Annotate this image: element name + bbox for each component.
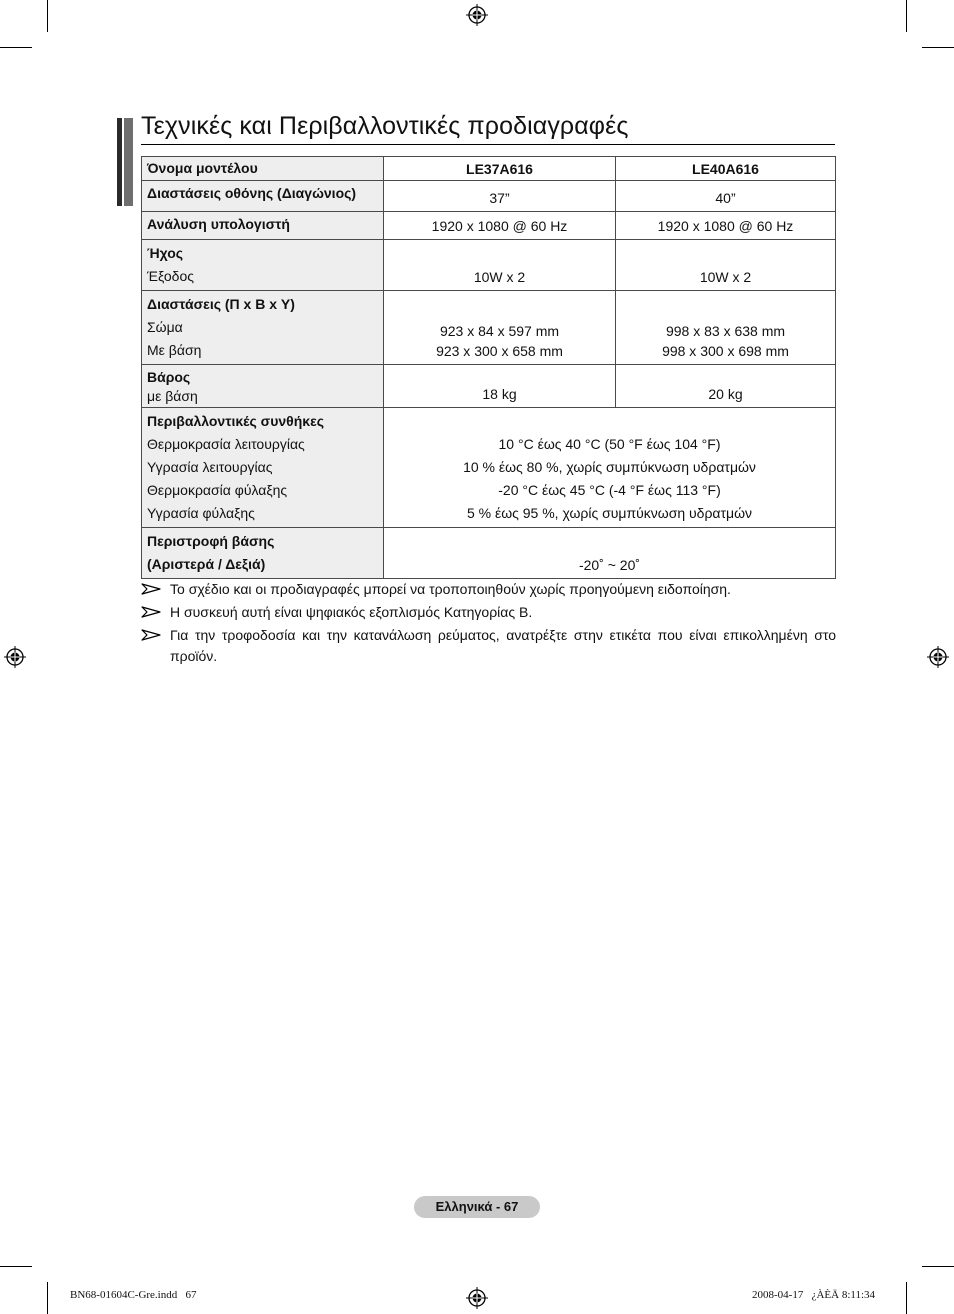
environment-label: Περιβαλλοντικές συνθήκες bbox=[147, 413, 324, 429]
notes-list bbox=[141, 579, 836, 669]
dimensions-v1-cell bbox=[384, 291, 616, 365]
resolution-v1-cell bbox=[384, 212, 616, 240]
registration-mark-icon bbox=[927, 646, 949, 668]
sound-output-label: Έξοδος bbox=[147, 268, 194, 284]
sound-v2-cell bbox=[616, 240, 836, 291]
screen-size-value: 40” bbox=[715, 190, 736, 206]
dimensions-label: Διαστάσεις (Π x Β x Υ) bbox=[147, 296, 295, 312]
crop-mark bbox=[0, 1266, 32, 1267]
body-label: Σώμα bbox=[147, 319, 183, 335]
operating-temp-label: Θερμοκρασία λειτουργίας bbox=[147, 436, 305, 452]
page-number-label: Ελληνικά - 67 bbox=[414, 1196, 540, 1218]
table-row bbox=[142, 528, 836, 579]
table-row bbox=[142, 408, 836, 528]
sound-label-cell bbox=[142, 240, 384, 291]
swivel-value-cell bbox=[384, 528, 836, 579]
weight-v1-cell bbox=[384, 365, 616, 408]
body-dimension-value: 998 x 83 x 638 mm bbox=[665, 323, 786, 339]
weight-v2-cell bbox=[616, 365, 836, 408]
table-row bbox=[142, 291, 836, 365]
screen-v2-cell bbox=[616, 181, 836, 212]
stand-dimension-value: 998 x 300 x 698 mm bbox=[662, 343, 789, 359]
title-divider bbox=[141, 144, 835, 145]
note-text: Το σχέδιο και οι προδιαγραφές μπορεί να τροποποιηθούν χωρίς προηγούμενη ειδοποίηση. bbox=[170, 581, 731, 597]
model-name-label: Όνομα μοντέλου bbox=[147, 160, 258, 176]
body-dimension-value: 923 x 84 x 597 mm bbox=[439, 323, 560, 339]
note-text: Η συσκευή αυτή είναι ψηφιακός εξοπλισμός Κατηγορίας B. bbox=[170, 604, 533, 620]
weight-label-cell bbox=[142, 365, 384, 408]
screen-size-value: 37” bbox=[489, 190, 510, 206]
dimensions-v2-cell bbox=[616, 291, 836, 365]
resolution-value: 1920 x 1080 @ 60 Hz bbox=[657, 218, 794, 234]
page-title: Τεχνικές και Περιβαλλοντικές προδιαγραφές bbox=[141, 112, 629, 140]
storage-humidity-label: Υγρασία φύλαξης bbox=[147, 505, 255, 521]
table-row bbox=[142, 212, 836, 240]
dimensions-label-cell bbox=[142, 291, 384, 365]
table-row bbox=[142, 181, 836, 212]
swivel-label-cell bbox=[142, 528, 384, 579]
file-slug: BN68-01604C-Gre.indd 67 bbox=[70, 1289, 197, 1301]
resolution-label: Ανάλυση υπολογιστή bbox=[147, 216, 290, 232]
stand-dimension-value: 923 x 300 x 658 mm bbox=[436, 343, 563, 359]
crop-mark bbox=[922, 1266, 954, 1267]
resolution-value: 1920 x 1080 @ 60 Hz bbox=[431, 218, 568, 234]
sound-v1-cell bbox=[384, 240, 616, 291]
weight-with-stand-label: με βάση bbox=[147, 388, 198, 404]
note-item bbox=[141, 579, 836, 600]
environment-value-cell bbox=[384, 408, 836, 528]
sound-output-value: 10W x 2 bbox=[473, 269, 526, 285]
registration-mark-icon bbox=[466, 1287, 488, 1309]
operating-temp-value: 10 °C έως 40 °C (50 °F έως 104 °F) bbox=[498, 436, 721, 452]
model1-header: LE37A616 bbox=[384, 157, 616, 181]
model2-header: LE40A616 bbox=[616, 157, 836, 181]
resolution-label-cell bbox=[142, 212, 384, 240]
arrow-right-icon bbox=[141, 606, 161, 618]
storage-temp-value: -20 °C έως 45 °C (-4 °F έως 113 °F) bbox=[498, 482, 721, 498]
table-row bbox=[142, 240, 836, 291]
date-slug: 2008-04-17 ¿ÀÈÄ 8:11:34 bbox=[752, 1289, 876, 1301]
swivel-value: -20˚ ~ 20˚ bbox=[578, 557, 641, 573]
table-row bbox=[142, 157, 836, 181]
sound-label: Ήχος bbox=[147, 245, 184, 261]
swivel-direction-label: (Αριστερά / Δεξιά) bbox=[147, 556, 266, 572]
sound-output-value: 10W x 2 bbox=[699, 269, 752, 285]
environment-label-cell bbox=[142, 408, 384, 528]
screen-label-cell bbox=[142, 181, 384, 212]
screen-v1-cell bbox=[384, 181, 616, 212]
note-item bbox=[141, 625, 836, 667]
arrow-right-icon bbox=[141, 629, 161, 641]
storage-humidity-value: 5 % έως 95 %, χωρίς συμπύκνωση υδρατμών bbox=[466, 505, 753, 521]
weight-value: 20 kg bbox=[708, 386, 743, 402]
storage-temp-label: Θερμοκρασία φύλαξης bbox=[147, 482, 288, 498]
operating-humidity-value: 10 % έως 80 %, χωρίς συμπύκνωση υδρατμών bbox=[463, 459, 756, 475]
note-item bbox=[141, 602, 836, 623]
crop-mark bbox=[906, 0, 907, 32]
operating-humidity-label: Υγρασία λειτουργίας bbox=[147, 459, 273, 475]
header-label-cell bbox=[142, 157, 384, 181]
swivel-label: Περιστροφή βάσης bbox=[147, 533, 275, 549]
arrow-right-icon bbox=[141, 583, 161, 595]
table-row bbox=[142, 365, 836, 408]
crop-mark bbox=[906, 1282, 907, 1314]
weight-label: Βάρος bbox=[147, 369, 191, 385]
registration-mark-icon bbox=[466, 4, 488, 26]
crop-mark bbox=[47, 1282, 48, 1314]
weight-value: 18 kg bbox=[482, 386, 517, 402]
spec-table bbox=[141, 156, 836, 579]
note-text: Για την τροφοδοσία και την κατανάλωση ρεύματος, ανατρέξτε στην ετικέτα που είναι επικολλημένη στο προϊόν. bbox=[170, 627, 836, 664]
with-stand-label: Με βάση bbox=[147, 342, 202, 358]
crop-mark bbox=[47, 0, 48, 32]
crop-mark bbox=[922, 47, 954, 48]
crop-mark bbox=[0, 47, 32, 48]
resolution-v2-cell bbox=[616, 212, 836, 240]
title-accent-bar bbox=[117, 118, 133, 206]
registration-mark-icon bbox=[4, 646, 26, 668]
screen-size-label: Διαστάσεις οθόνης (Διαγώνιος) bbox=[147, 185, 357, 201]
